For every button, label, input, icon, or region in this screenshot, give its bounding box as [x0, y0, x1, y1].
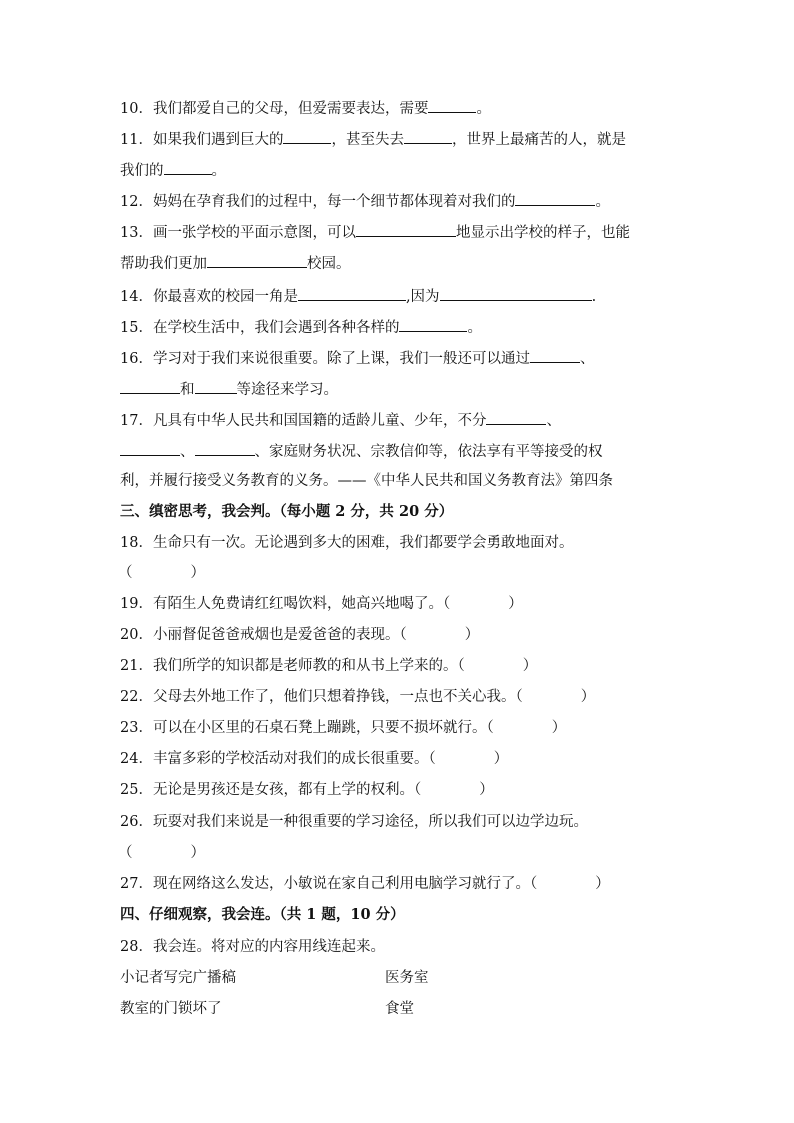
- question-25: 25．无论是男孩还是女孩，都有上学的权利。（ ）: [120, 782, 494, 798]
- answer-blank[interactable]: [399, 316, 467, 332]
- match-right-item[interactable]: 医务室: [385, 970, 429, 986]
- answer-blank[interactable]: [120, 440, 180, 456]
- answer-blank[interactable]: [207, 252, 307, 268]
- question-15: 15．在学校生活中，我们会遇到各种各样的 。: [120, 316, 482, 338]
- question-11: 11．如果我们遇到巨大的 ，甚至失去 ，世界上最痛苦的人，就是: [120, 128, 626, 150]
- question-16: 16．学习对于我们来说很重要。除了上课，我们一般还可以通过 、: [120, 347, 594, 369]
- match-right-item[interactable]: 食堂: [385, 1001, 414, 1017]
- answer-blank[interactable]: [283, 128, 331, 144]
- question-18: 18．生命只有一次。无论遇到多大的困难，我们都要学会勇敢地面对。: [120, 535, 574, 551]
- question-14: 14．你最喜欢的校园一角是 ,因为 .: [120, 285, 596, 307]
- question-28: 28．我会连。将对应的内容用线连起来。: [120, 939, 385, 955]
- question-27: 27．现在网络这么发达，小敏说在家自己利用电脑学习就行了。（ ）: [120, 876, 610, 892]
- match-left-item[interactable]: 教室的门锁坏了: [120, 1001, 222, 1017]
- question-22: 22．父母去外地工作了，他们只想着挣钱，一点也不关心我。（ ）: [120, 689, 596, 705]
- question-17-cont2: 利，并履行接受义务教育的义务。——《中华人民共和国义务教育法》第四条: [120, 473, 613, 489]
- question-16-cont: 和 等途径来学习。: [120, 378, 338, 400]
- question-12: 12．妈妈在孕育我们的过程中，每一个细节都体现着对我们的 。: [120, 190, 610, 212]
- question-19: 19．有陌生人免费请红红喝饮料，她高兴地喝了。（ ）: [120, 596, 523, 612]
- match-left-item[interactable]: 小记者写完广播稿: [120, 970, 236, 986]
- answer-blank[interactable]: [440, 285, 592, 301]
- answer-blank[interactable]: [164, 159, 212, 175]
- answer-blank[interactable]: [515, 190, 595, 206]
- question-text: 10．我们都爱自己的父母，但爱需要表达，需要: [120, 101, 429, 117]
- answer-blank[interactable]: [530, 347, 580, 363]
- answer-paren[interactable]: （ ）: [118, 565, 205, 581]
- question-11-cont: 我们的 。: [120, 159, 226, 181]
- section-4-heading: 四、仔细观察，我会连。（共 1 题，10 分）: [120, 906, 405, 923]
- question-24: 24．丰富多彩的学校活动对我们的成长很重要。（ ）: [120, 751, 509, 767]
- question-13: 13．画一张学校的平面示意图，可以 地显示出学校的样子，也能: [120, 221, 630, 243]
- answer-blank[interactable]: [356, 221, 456, 237]
- match-row: [120, 968, 236, 988]
- answer-blank[interactable]: [428, 97, 476, 113]
- answer-blank[interactable]: [298, 285, 406, 301]
- question-17-cont: 、 、家庭财务状况、宗教信仰等，依法享有平等接受的权: [120, 440, 603, 462]
- answer-paren[interactable]: （ ）: [118, 845, 205, 861]
- question-20: 20．小丽督促爸爸戒烟也是爱爸爸的表现。（ ）: [120, 627, 480, 643]
- question-13-cont: 帮助我们更加 校园。: [120, 252, 351, 274]
- match-row: [120, 999, 222, 1019]
- question-17: 17．凡具有中华人民共和国国籍的适龄儿童、少年，不分 、: [120, 409, 561, 431]
- question-26: 26．玩耍对我们来说是一种很重要的学习途径，所以我们可以边学边玩。: [120, 814, 588, 830]
- section-3-heading: 三、缜密思考，我会判。（每小题 2 分，共 20 分）: [120, 503, 454, 520]
- answer-blank[interactable]: [404, 128, 452, 144]
- answer-blank[interactable]: [195, 378, 237, 394]
- answer-blank[interactable]: [486, 409, 546, 425]
- answer-blank[interactable]: [120, 378, 180, 394]
- answer-blank[interactable]: [195, 440, 255, 456]
- question-23: 23．可以在小区里的石桌石凳上蹦跳，只要不损坏就行。（ ）: [120, 720, 567, 736]
- question-21: 21．我们所学的知识都是老师教的和从书上学来的。（ ）: [120, 658, 538, 674]
- question-10: 10．我们都爱自己的父母，但爱需要表达，需要 。: [120, 97, 491, 119]
